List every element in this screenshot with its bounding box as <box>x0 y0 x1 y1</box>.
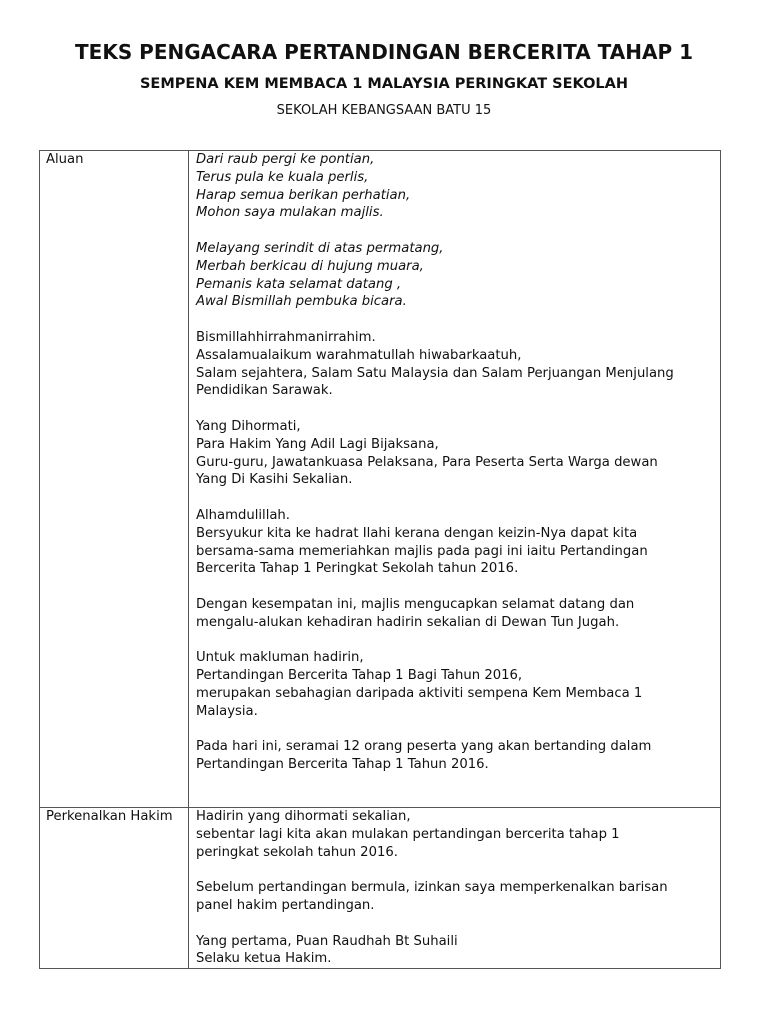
text-line: Pada hari ini, seramai 12 orang peserta yang akan bertanding dalam <box>196 739 652 755</box>
text-line: Mohon saya mulakan majlis. <box>196 205 384 221</box>
pantun-verse <box>196 240 716 311</box>
text-line: Harap semua berikan perhatian, <box>196 187 411 203</box>
school-name: SEKOLAH KEBANGSAAN BATU 15 <box>276 103 492 118</box>
script-paragraph <box>196 808 716 861</box>
section-label-cell <box>40 151 189 808</box>
paragraph-spacer <box>196 311 716 329</box>
table-row <box>40 808 721 969</box>
document-subtitle: SEMPENA KEM MEMBACA 1 MALAYSIA PERINGKAT SEKOLAH <box>139 76 628 92</box>
text-line: Dari raub pergi ke pontian, <box>196 152 375 167</box>
text-line: Pemanis kata selamat datang , <box>196 276 402 292</box>
text-line: Selaku ketua Hakim. <box>196 951 332 967</box>
text-line: Assalamualaikum warahmatullah hiwabarkaatuh, <box>196 347 522 363</box>
paragraph-spacer <box>196 578 716 596</box>
script-paragraph <box>196 649 716 720</box>
section-label-cell <box>40 808 189 969</box>
script-table <box>39 150 721 969</box>
text-line: Yang Dihormati, <box>196 418 301 434</box>
text-line: Dengan kesempatan ini, majlis mengucapkan selamat datang dan <box>196 596 635 612</box>
text-line: Yang pertama, Puan Raudhah Bt Suhaili <box>196 933 458 949</box>
script-paragraph <box>196 596 716 632</box>
section-text-cell <box>189 151 721 808</box>
script-paragraph <box>196 879 716 915</box>
paragraph-spacer <box>196 632 716 650</box>
script-paragraph <box>196 738 716 774</box>
paragraph-spacer <box>196 721 716 739</box>
text-line: Pertandingan Bercerita Tahap 1 Bagi Tahun 2016, <box>196 668 523 684</box>
text-line: Sebelum pertandingan bermula, izinkan saya memperkenalkan barisan <box>196 880 668 896</box>
paragraph-spacer <box>196 861 716 879</box>
text-line: peringkat sekolah tahun 2016. <box>196 844 398 860</box>
paragraph-spacer <box>196 400 716 418</box>
script-paragraph <box>196 933 716 969</box>
text-line: Merbah berkicau di hujung muara, <box>196 258 424 274</box>
document-title: TEKS PENGACARA PERTANDINGAN BERCERITA TAHAP 1 <box>75 40 693 64</box>
text-line: Yang Di Kasihi Sekalian. <box>196 472 353 488</box>
text-line: Bercerita Tahap 1 Peringkat Sekolah tahun 2016. <box>196 561 519 577</box>
text-line: Terus pula ke kuala perlis, <box>196 169 369 185</box>
script-paragraph <box>196 507 716 578</box>
text-line: Bismillahhirrahmanirrahim. <box>196 329 376 345</box>
paragraph-spacer <box>196 489 716 507</box>
text-line: Hadirin yang dihormati sekalian, <box>196 809 411 824</box>
text-line: Guru-guru, Jawatankuasa Pelaksana, Para Peserta Serta Warga dewan <box>196 454 658 470</box>
text-line: Alhamdulillah. <box>196 507 290 523</box>
text-line: Salam sejahtera, Salam Satu Malaysia dan Salam Perjuangan Menjulang <box>196 365 674 381</box>
text-line: sebentar lagi kita akan mulakan pertandingan bercerita tahap 1 <box>196 826 620 842</box>
section-text-cell <box>189 808 721 969</box>
paragraph-spacer <box>196 222 716 240</box>
text-line: Para Hakim Yang Adil Lagi Bijaksana, <box>196 436 439 452</box>
text-line: Awal Bismillah pembuka bicara. <box>196 294 407 310</box>
text-line: Pendidikan Sarawak. <box>196 383 333 399</box>
text-line: merupakan sebahagian daripada aktiviti sempena Kem Membaca 1 <box>196 685 643 701</box>
table-row <box>40 151 721 808</box>
script-paragraph <box>196 329 716 400</box>
text-line: mengalu-alukan kehadiran hadirin sekalian di Dewan Tun Jugah. <box>196 614 620 630</box>
text-line: Untuk makluman hadirin, <box>196 650 364 666</box>
paragraph-spacer <box>196 915 716 933</box>
section-label: Aluan <box>46 152 84 167</box>
text-line: Pertandingan Bercerita Tahap 1 Tahun 2016. <box>196 757 489 773</box>
text-line: Malaysia. <box>196 703 258 719</box>
text-line: Melayang serindit di atas permatang, <box>196 240 444 256</box>
text-line: Bersyukur kita ke hadrat Ilahi kerana dengan keizin-Nya dapat kita <box>196 525 638 541</box>
text-line: panel hakim pertandingan. <box>196 897 375 913</box>
script-paragraph <box>196 418 716 489</box>
section-label: Perkenalkan Hakim <box>46 809 173 824</box>
pantun-verse <box>196 151 716 222</box>
text-line: bersama-sama memeriahkan majlis pada pagi ini iaitu Pertandingan <box>196 543 648 559</box>
